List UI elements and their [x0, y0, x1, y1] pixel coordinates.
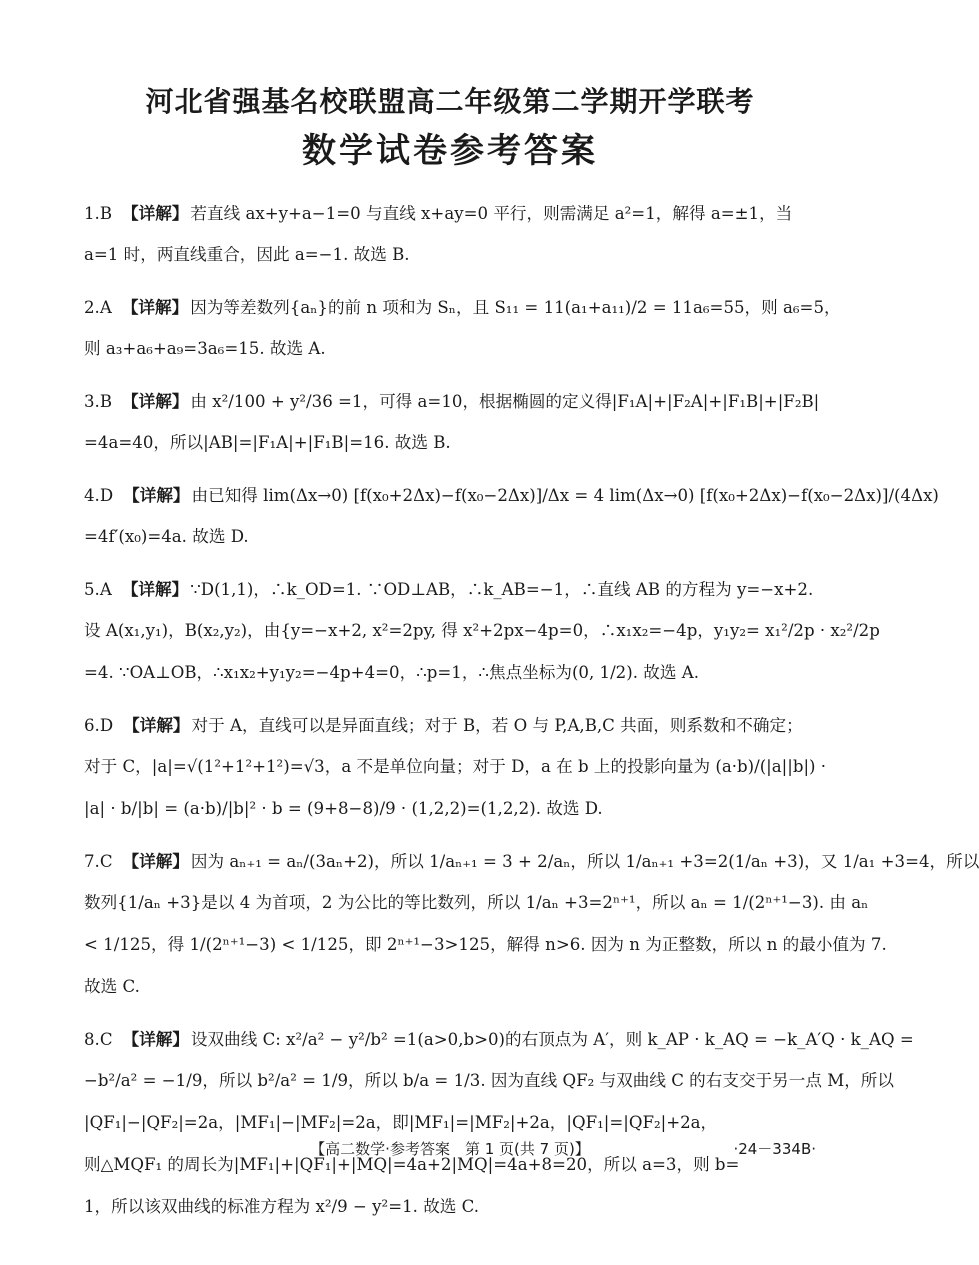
footer-code: ·24－334B·: [733, 1140, 816, 1158]
answer-item: [84, 704, 827, 830]
answer-item: [84, 568, 880, 694]
explanation-text: 数列{1/aₙ +3}是以 4 为首项，2 为公比的等比数列，所以 1/aₙ +3=2ⁿ⁺¹，所以 aₙ = 1/(2ⁿ⁺¹−3). 由 aₙ: [84, 893, 869, 912]
answer-line: [84, 788, 824, 830]
explanation-text: 设 A(x₁,y₁)，B(x₂,y₂)，由{y=−x+2, x²=2py, 得 x²+2px−4p=0，∴x₁x₂=−4p，y₁y₂= x₁²/2p · x₂²/2p: [84, 621, 880, 640]
explanation-text: a=1 时，两直线重合，因此 a=−1. 故选 B.: [84, 245, 410, 264]
answer-choice: B: [99, 392, 113, 411]
answer-line: [84, 652, 824, 694]
answer-choice: A: [99, 580, 112, 599]
explanation-text: 由已知得 lim(Δx→0) [f(x₀+2Δx)−f(x₀−2Δx)]/Δx = 4 lim(Δx→0) [f(x₀+2Δx)−f(x₀−2Δx)]/(4Δx): [191, 486, 939, 505]
answer-choice: C: [99, 1030, 113, 1049]
question-number: 8.: [84, 1030, 100, 1049]
answer-line: [84, 746, 827, 788]
explanation-text: < 1/125，得 1/(2ⁿ⁺¹−3) < 1/125，即 2ⁿ⁺¹−3>125，解得 n>6. 因为 n 为正整数，所以 n 的最小值为 7.: [84, 935, 887, 954]
answer-line: [84, 882, 869, 924]
question-number: 1.: [84, 204, 100, 223]
explanation-text: 故选 C.: [84, 977, 140, 996]
answer-choice: D: [99, 486, 114, 505]
question-number: 2.: [84, 298, 100, 317]
answer-line: [84, 704, 824, 746]
answer-line: [84, 840, 979, 882]
explanation-text: 因为等差数列{aₙ}的前 n 项和为 Sₙ，且 S₁₁ = 11(a₁+a₁₁)/2 = 11a₆=55，则 a₆=5，: [190, 298, 841, 317]
answer-choice: D: [99, 716, 114, 735]
explanation-text: 对于 A，直线可以是异面直线；对于 B，若 O 与 P,A,B,C 共面，则系数和不确定；: [191, 716, 803, 735]
page-title-line1: 河北省强基名校联盟高二年级第二学期开学联考: [145, 85, 755, 118]
answer-list: [84, 192, 979, 1238]
answer-item: [84, 840, 979, 1008]
answer-line: [84, 1018, 914, 1060]
answer-item: [84, 1018, 914, 1228]
explanation-tag: 【详解】: [122, 203, 189, 223]
answer-line: [84, 192, 824, 234]
page-footer: [0, 1138, 900, 1162]
answer-line: [84, 380, 824, 422]
explanation-text: 由 x²/100 + y²/36 =1，可得 a=10，根据椭圆的定义得|F₁A|+|F₂A|+|F₁B|+|F₂B|: [190, 392, 820, 411]
question-number: 3.: [84, 392, 100, 411]
explanation-tag: 【详解】: [121, 579, 189, 599]
explanation-text: 对于 C，|a|=√(1²+1²+1²)=√3，a 不是单位向量；对于 D，a 在 b 上的投影向量为 (a·b)/(|a||b|) ·: [84, 757, 827, 776]
answer-line: [84, 328, 824, 370]
question-number: 7.: [84, 852, 100, 871]
footer-page-info: 【高二数学·参考答案 第 1 页(共 7 页)】: [310, 1140, 590, 1158]
answer-line: [84, 474, 939, 516]
explanation-text: 设双曲线 C: x²/a² − y²/b² =1(a>0,b>0)的右顶点为 A′，则 k_AP · k_AQ = −k_A′Q · k_AQ =: [190, 1030, 914, 1049]
answer-line: [84, 422, 824, 464]
answer-choice: A: [99, 298, 112, 317]
answer-item: [84, 192, 824, 276]
question-number: 4.: [84, 486, 100, 505]
explanation-text: =4f′(x₀)=4a. 故选 D.: [84, 527, 249, 546]
answer-line: [84, 286, 841, 328]
answer-line: [84, 568, 824, 610]
explanation-tag: 【详解】: [122, 851, 189, 871]
answer-item: [84, 286, 841, 370]
answer-line: [84, 610, 880, 652]
explanation-tag: 【详解】: [123, 715, 190, 735]
answer-line: [84, 1060, 894, 1102]
explanation-tag: 【详解】: [122, 391, 189, 411]
answer-line: [84, 1186, 824, 1228]
explanation-text: |a| · b/|b| = (a·b)/|b|² · b = (9+8−8)/9 · (1,2,2)=(1,2,2). 故选 D.: [84, 799, 603, 818]
answer-line: [84, 516, 824, 558]
explanation-text: 若直线 ax+y+a−1=0 与直线 x+ay=0 平行，则需满足 a²=1，解得 a=±1，当: [190, 204, 793, 223]
answer-line: [84, 924, 887, 966]
answer-choice: C: [99, 852, 113, 871]
page-title-line2: 数学试卷参考答案: [302, 131, 598, 171]
explanation-text: |QF₁|−|QF₂|=2a，|MF₁|−|MF₂|=2a，即|MF₁|=|MF₂|+2a，|QF₁|=|QF₂|+2a，: [84, 1113, 718, 1132]
question-number: 5.: [84, 580, 100, 599]
answer-choice: B: [99, 204, 113, 223]
explanation-text: =4a=40，所以|AB|=|F₁A|+|F₁B|=16. 故选 B.: [84, 433, 451, 452]
explanation-text: −b²/a² = −1/9，所以 b²/a² = 1/9，所以 b/a = 1/3. 因为直线 QF₂ 与双曲线 C 的右支交于另一点 M，所以: [84, 1071, 894, 1090]
explanation-text: =4. ∵OA⊥OB，∴x₁x₂+y₁y₂=−4p+4=0，∴p=1，∴焦点坐标为(0, 1/2). 故选 A.: [84, 663, 699, 682]
explanation-text: 1，所以该双曲线的标准方程为 x²/9 − y²=1. 故选 C.: [84, 1197, 480, 1216]
question-number: 6.: [84, 716, 100, 735]
explanation-tag: 【详解】: [121, 297, 189, 317]
explanation-text: ∵D(1,1)，∴k_OD=1. ∵OD⊥AB，∴k_AB=−1，∴直线 AB 的方程为 y=−x+2.: [190, 580, 814, 599]
explanation-tag: 【详解】: [122, 1029, 189, 1049]
answer-line: [84, 234, 824, 276]
explanation-text: 则 a₃+a₆+a₉=3a₆=15. 故选 A.: [84, 339, 326, 358]
answer-item: [84, 380, 824, 464]
explanation-text: 则△MQF₁ 的周长为|MF₁|+|QF₁|+|MQ|=4a+2|MQ|=4a+8=20，所以 a=3，则 b=: [84, 1155, 740, 1174]
answer-line: [84, 966, 824, 1008]
explanation-tag: 【详解】: [123, 485, 190, 505]
explanation-text: 因为 aₙ₊₁ = aₙ/(3aₙ+2)，所以 1/aₙ₊₁ = 3 + 2/aₙ，所以 1/aₙ₊₁ +3=2(1/aₙ +3)，又 1/a₁ +3=4，所以: [190, 852, 979, 871]
answer-item: [84, 474, 939, 558]
